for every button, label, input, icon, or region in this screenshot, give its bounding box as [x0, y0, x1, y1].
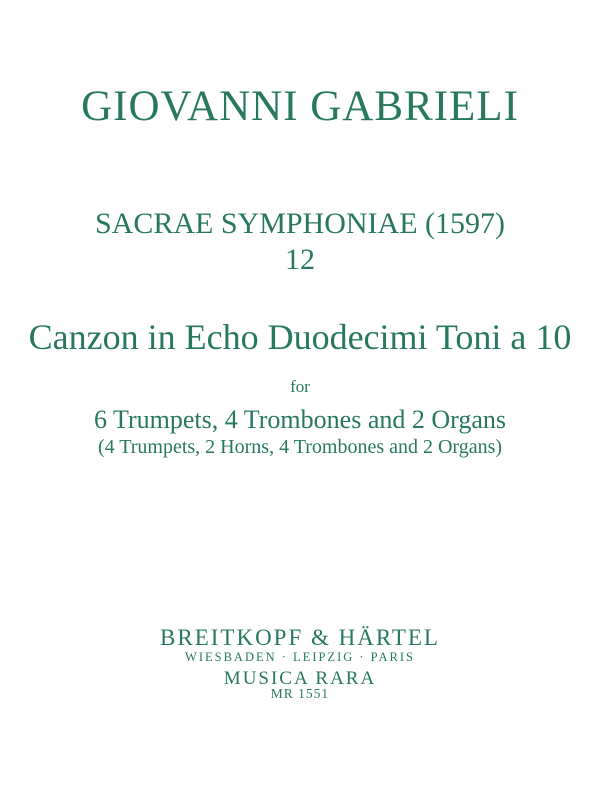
- for-label: for: [290, 377, 310, 396]
- composer-name: GIOVANNI GABRIELI: [81, 83, 519, 130]
- collection-number: 12: [285, 243, 315, 276]
- plate-number: MR 1551: [270, 686, 330, 701]
- imprint-name: MUSICA RARA: [223, 668, 377, 689]
- publisher-cities: WIESBADEN · LEIPZIG · PARIS: [185, 650, 415, 664]
- collection-title: SACRAE SYMPHONIAE (1597): [94, 207, 506, 240]
- work-title: Canzon in Echo Duodecimi Toni a 10: [28, 317, 572, 357]
- instrumentation-primary: 6 Trumpets, 4 Trombones and 2 Organs: [94, 405, 506, 434]
- instrumentation-alternative: (4 Trumpets, 2 Horns, 4 Trombones and 2 Organs): [97, 436, 503, 458]
- publisher-name: BREITKOPF & HÄRTEL: [160, 625, 440, 650]
